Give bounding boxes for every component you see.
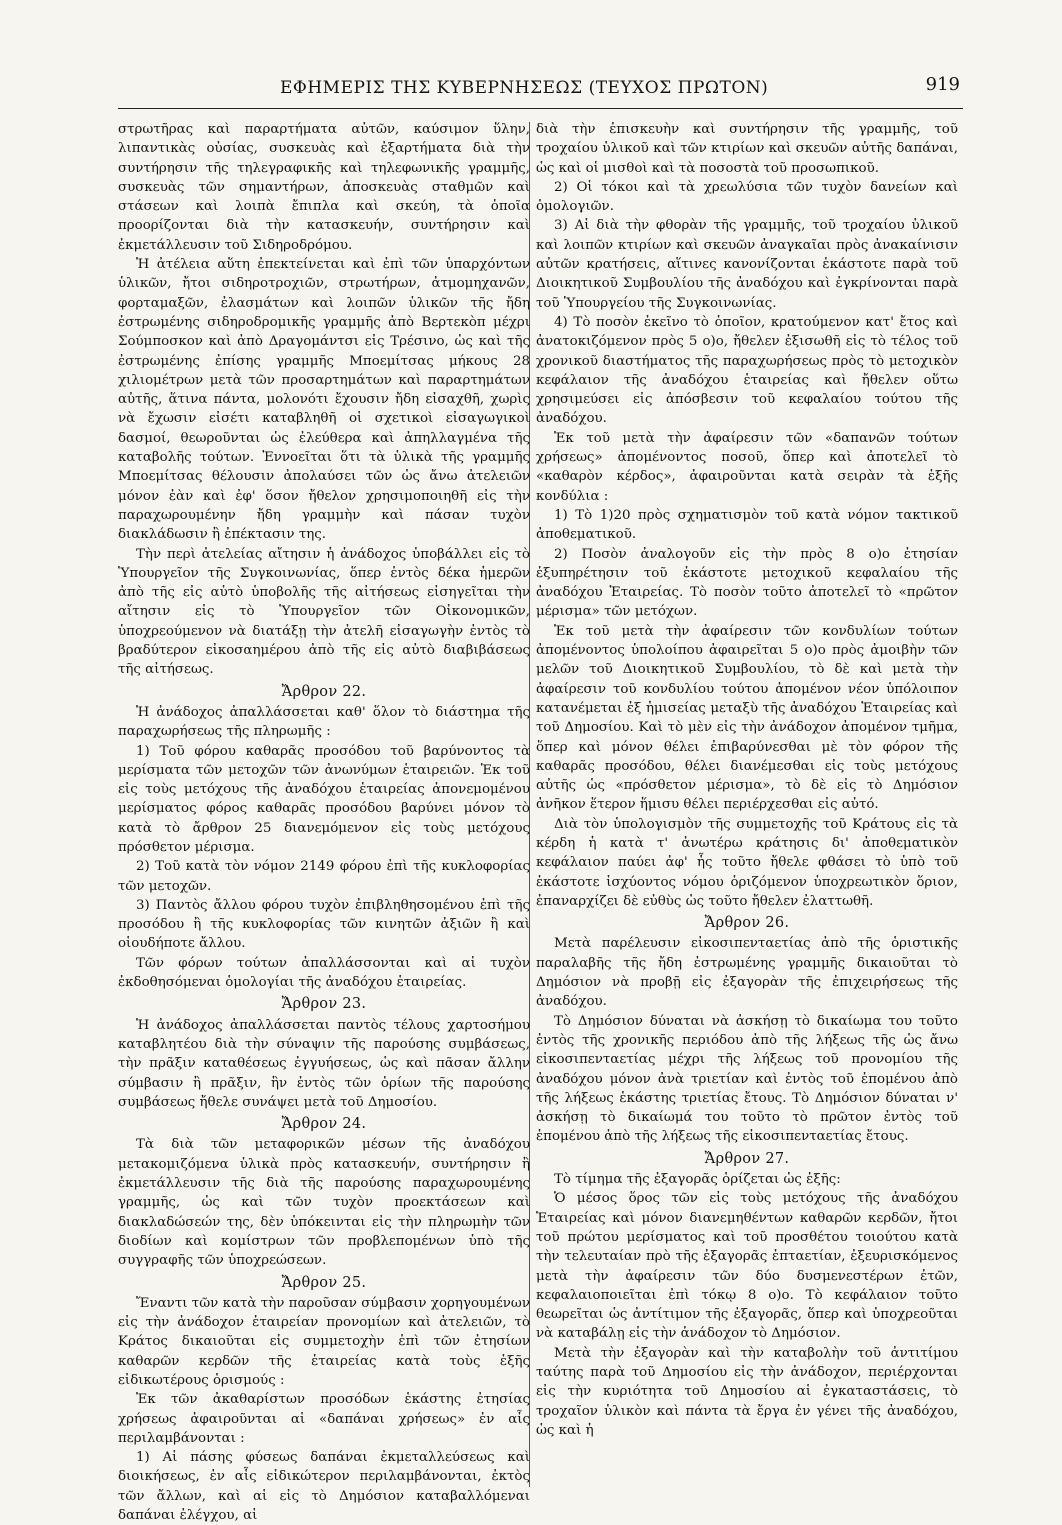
paragraph: Ἐκ τοῦ μετὰ τὴν ἀφαίρεσιν τῶν κονδυλίων τούτων ἀπομένοντος ὑπολοίπου ἀφαιρεῖται 5 ο)ο πρὸς ἀμοιβὴν τῶν μελῶν τοῦ Διοικητικοῦ Συμβουλίου, τὸ δὲ καὶ μετὰ τὴν ἀφαίρεσιν τοῦ κονδυλίου τούτου ἀπομένον νέον ὑπόλοιπον κατανέμεται ἐξ ἡμισείας μεταξὺ τῆς ἀναδόχου Ἑταιρείας καὶ τοῦ Δημοσίου. Καὶ τὸ μὲν εἰς τὴν ἀνάδοχον ἀπομένον τμῆμα, ὅπερ καὶ μόνον θέλει ἐπιβαρύνεσθαι μὲ τὸν φόρον τῆς καθαρᾶς προσόδου, θέλει διανέμεσθαι εἰς τοὺς μετόχους αὐτῆς ὡς «πρόσθετον μέρισμα», τὸ δὲ εἰς τὸ Δημόσιον ἀνῆκον ἕτερον ἥμισυ θέλει περιέρχεσθαι εἰς αὐτό. — [536, 623, 958, 813]
paragraph: Ἐκ τοῦ μετὰ τὴν ἀφαίρεσιν τῶν «δαπανῶν τούτων χρήσεως» ἀπομένοντος ποσοῦ, ὅπερ καὶ ἀποτελεῖ τὸ «καθαρὸν κέρδος», ἀφαιροῦνται κατὰ σειρὰν τὰ ἑξῆς κονδύλια : — [536, 430, 958, 504]
article-heading-22: Ἄρθρον 22. — [281, 683, 367, 700]
article-heading-23: Ἄρθρον 23. — [281, 996, 367, 1013]
paragraph: Ἔναντι τῶν κατὰ τὴν παροῦσαν σύμβασιν χορηγουμένων εἰς τὴν ἀνάδοχον ἑταιρείαν προνομίων καὶ ἀτελειῶν, τὸ Κράτος δικαιοῦται εἰς συμμετοχὴν ἐπὶ τῶν ἐτησίων καθαρῶν κερδῶν τῆς ἑταιρείας κατὰ τοὺς ἑξῆς εἰδικωτέρους ὁρισμούς : — [118, 1295, 530, 1388]
right-column — [536, 120, 958, 1492]
paragraph: Ἐκ τῶν ἀκαθαρίστων προσόδων ἑκάστης ἐτησίας χρήσεως ἀφαιροῦνται αἱ «δαπάναι χρήσεως» ἐν αἷς περιλαμβάνονται : — [118, 1392, 530, 1446]
paragraph: Μετὰ τὴν ἐξαγορὰν καὶ τὴν καταβολὴν τοῦ ἀντιτίμου ταύτης παρὰ τοῦ Δημοσίου εἰς τὴν ἀνάδοχον, περιέρχονται εἰς τὴν κυριότητα τοῦ Δημοσίου αἱ ἐγκαταστάσεις, τὸ τροχαῖον ὑλικὸν καὶ πάντα τὰ ἔργα ἐν γένει τῆς ἀναδόχου, ὡς καὶ ἡ — [536, 1345, 958, 1438]
paragraph: 1) Τὸ 1)20 πρὸς σχηματισμὸν τοῦ κατὰ νόμον τακτικοῦ ἀποθεματικοῦ. — [536, 507, 958, 543]
paragraph: 2) Οἱ τόκοι καὶ τὰ χρεωλύσια τῶν τυχὸν δανείων καὶ ὁμολογιῶν. — [536, 179, 958, 215]
paragraph: 1) Αἱ πάσης φύσεως δαπάναι ἐκμεταλλεύσεως καὶ διοικήσεως, ἐν αἷς εἰδικώτερον περιλαμβάνονται, ἐκτὸς τῶν ἄλλων, καὶ αἱ εἰς τὸ Δημόσιον καταβαλλόμεναι δαπάναι ἐλέγχου, αἱ — [118, 1450, 530, 1524]
paragraph: Ἡ ἀτέλεια αὕτη ἐπεκτείνεται καὶ ἐπὶ τῶν ὑπαρχόντων ὑλικῶν, ἤτοι σιδηροτροχιῶν, στρωτήρων, ἀτμομηχανῶν, φορταμαξῶν, ἐλασμάτων καὶ λοιπῶν ὑλικῶν τῆς ἤδη ἐστρωμένης σιδηροδρομικῆς γραμμῆς ἀπὸ Βερτεκὸπ μέχρι Σούμποσκον καὶ ἀπὸ Δραγομάντσι εἰς Τρέσινο, ὡς καὶ τῆς ἐστρωμένης ἐπίσης γραμμῆς Μποεμίτσας μήκους 28 χιλιομέτρων μετὰ τῶν προσαρτημάτων καὶ παραρτημάτων αὐτῆς, ἅτινα πάντα, μολονότι ἔχουσιν ἤδη εἰσαχθῆ, χωρὶς νὰ ἔχωσιν εἰσέτι καταβληθῆ οἱ σχετικοὶ εἰσαγωγικοὶ δασμοί, θεωροῦνται ὡς ἐλεύθερα καὶ ἀπηλλαγμένα τῆς καταβολῆς τούτων. Ἐννοεῖται ὅτι τὰ ὑλικὰ τῆς γραμμῆς Μποεμίτσας θέλουσιν ἀπολαύσει τῶν ὡς ἄνω ἀτελειῶν μόνον ἐὰν καὶ ἐφ' ὅσον ἤθελον χρησιμοποιηθῆ εἰς τὴν παραχωρουμένην ἤδη γραμμὴν καὶ πάσαν τυχὸν διακλάδωσιν ἢ ἐπέκτασιν της. — [118, 257, 530, 543]
paragraph: Ἡ ἀνάδοχος ἀπαλλάσσεται καθ' ὅλον τὸ διάστημα τῆς παραχωρήσεως τῆς πληρωμῆς : — [118, 704, 530, 740]
paragraph: 2) Τοῦ κατὰ τὸν νόμον 2149 φόρου ἐπὶ τῆς κυκλοφορίας τῶν μετοχῶν. — [118, 859, 530, 894]
paragraph: Ἡ ἀνάδοχος ἀπαλλάσσεται παντὸς τέλους χαρτοσήμου καταβλητέου διὰ τὴν σύναψιν τῆς παρούσης συμβάσεως, τὴν πρᾶξιν καταθέσεως ἐγγυήσεως, ὡς καὶ πᾶσαν ἄλλην σύμβασιν ἢ πρᾶξιν, ἣν ἐντὸς τῶν ὁρίων τῆς παρούσης συμβάσεως ἤθελε συνάψει μετὰ τοῦ Δημοσίου. — [118, 1017, 530, 1110]
paragraph: Μετὰ παρέλευσιν εἰκοσιπενταετίας ἀπὸ τῆς ὁριστικῆς παραλαβῆς τῆς ἤδη ἐστρωμένης γραμμῆς δικαιοῦται τὸ Δημόσιον νὰ προβῇ εἰς ἐξαγορὰν τῆς ἐπιχειρήσεως τῆς ἀναδόχου. — [536, 936, 958, 1010]
paragraph: 1) Τοῦ φόρου καθαρᾶς προσόδου τοῦ βαρύνοντος τὰ μερίσματα τῶν μετοχῶν τῶν ἀνωνύμων ἑταιρειῶν. Ἐκ τοῦ εἰς τοὺς μετόχους τῆς ἀναδόχου ἑταιρείας ἀπονεμομένου μερίσματος φόρος καθαρᾶς προσόδου βαρύνει μόνον τὸ κατὰ τὸ ἄρθρον 25 διανεμόμενον εἰς τοὺς μετόχους πρόσθετον μέρισμα. — [118, 743, 530, 855]
paragraph: 4) Τὸ ποσὸν ἐκεῖνο τὸ ὁποῖον, κρατούμενον κατ' ἔτος καὶ ἀνατοκιζόμενον πρὸς 5 ο)ο, ἤθελεν ἐξισωθῆ εἰς τὸ τέλος τοῦ χρονικοῦ διαστήματος τῆς παραχωρήσεως πρὸς τὸ μετοχικὸν κεφάλαιον τῆς ἀναδόχου ἑταιρείας καὶ ἤθελεν οὕτω χρησιμεύσει εἰς ἀπόσβεσιν τοῦ κεφαλαίου τούτου τῆς ἀναδόχου. — [536, 314, 958, 427]
publication-title: ΕΦΗΜΕΡΙΣ ΤΗΣ ΚΥΒΕΡΝΗΣΕΩΣ (ΤΕΥΧΟΣ ΠΡΩΤΟΝ) — [280, 78, 769, 98]
left-column — [118, 120, 530, 1524]
paragraph: 3) Αἱ διὰ τὴν φθορὰν τῆς γραμμῆς, τοῦ τροχαίου ὑλικοῦ καὶ λοιπῶν κτιρίων καὶ σκευῶν ἀναγκαῖαι πρὸς ἀνακαίνισιν αὐτῶν κρατήσεις, αἵτινες κανονίζονται ἑκάστοτε παρὰ τοῦ Διοικητικοῦ Συμβουλίου τῆς ἀναδόχου καὶ ἐγκρίνονται παρὰ τοῦ Ὑπουργείου τῆς Συγκοινωνίας. — [536, 218, 958, 311]
paragraph: Ὁ μέσος ὅρος τῶν εἰς τοὺς μετόχους τῆς ἀναδόχου Ἑταιρείας καὶ μόνον διανεμηθέντων καθαρῶν κερδῶν, ἤτοι τοῦ πρώτου μερίσματος καὶ τοῦ προσθέτου τοιούτου κατὰ τὴν τελευταίαν πρὸ τῆς ἐξαγορᾶς ἑπταετίαν, ἐξευρισκόμενος μετὰ τὴν ἀφαίρεσιν τῶν δύο δυσμενεστέρων ἐτῶν, κεφαλαιοποιεῖται ἐπὶ τόκῳ 8 ο)ο. Τὸ κεφάλαιον τοῦτο θεωρεῖται ὡς ἀντίτιμον τῆς ἐξαγορᾶς, ὅπερ καὶ ὑποχρεοῦται νὰ καταβάλῃ εἰς τὴν ἀνάδοχον τὸ Δημόσιον. — [536, 1191, 958, 1342]
header-rule — [118, 108, 963, 109]
article-heading-27: Ἄρθρον 27. — [704, 1150, 790, 1167]
article-heading-26: Ἄρθρον 26. — [704, 915, 790, 932]
article-heading-24: Ἄρθρον 24. — [281, 1116, 367, 1133]
article-heading-25: Ἄρθρον 25. — [281, 1274, 367, 1291]
paragraph: Τὰ διὰ τῶν μεταφορικῶν μέσων τῆς ἀναδόχου μετακομιζόμενα ὑλικὰ πρὸς κατασκευήν, συντήρησιν ἢ ἐκμετάλλευσιν τῆς διὰ τῆς παρούσης παραχωρουμένης γραμμῆς, ὡς καὶ τῶν τυχὸν προεκτάσεων καὶ διακλαδώσεών της, δὲν ὑπόκεινται εἰς τὴν πληρωμὴν τῶν διοδίων καὶ κομίστρων τῶν προβλεπομένων ὑπὸ τῆς συγγραφῆς τῶν ὑποχρεώσεων. — [118, 1137, 530, 1269]
paragraph: Τὸ τίμημα τῆς ἐξαγορᾶς ὁρίζεται ὡς ἑξῆς: — [554, 1172, 841, 1188]
paragraph: 3) Παντὸς ἄλλου φόρου τυχὸν ἐπιβληθησομένου ἐπὶ τῆς προσόδου ἢ τῆς κυκλοφορίας τῶν κινητῶν ἀξιῶν ἢ καὶ οἱουδήποτε ἄλλου. — [118, 897, 530, 952]
paragraph: στρωτῆρας καὶ παραρτήματα αὐτῶν, καύσιμον ὕλην, λιπαντικὰς οὐσίας, συσκευὰς καὶ ἐξαρτήματα διὰ τὴν συντήρησιν τῆς τηλεγραφικῆς καὶ τηλεφωνικῆς γραμμῆς, συσκευὰς τῶν σημαντήρων, ἀποσκευὰς σταθμῶν καὶ στάσεων καὶ λοιπὰ ἔπιπλα καὶ σκεύη, τὰ ὁποῖα προορίζονται διὰ τὴν κατασκευήν, συντήρησιν καὶ ἐκμετάλλευσιν τοῦ Σιδηροδρόμου. — [118, 122, 530, 253]
page-number: 919 — [925, 74, 960, 95]
paragraph: Τὸ Δημόσιον δύναται νὰ ἀσκήσῃ τὸ δικαίωμα του τοῦτο ἐντὸς τῆς χρονικῆς περιόδου ἀπὸ τῆς λήξεως τῆς ὡς ἄνω εἰκοσιπενταετίας μέχρι τῆς λήξεως τοῦ προνομίου τῆς ἀναδόχου μόνον ἀνὰ τριετίαν καὶ ἐντὸς τοῦ ἑπομένου ἀπὸ τῆς λήξεως ἑκάστης τριετίας ἔτους. Τὸ Δημόσιον δύναται ν' ἀσκήσῃ τὸ δικαίωμά του τοῦτο τὸ πρῶτον ἐντὸς τοῦ ἑπομένου ἀπὸ τῆς λήξεως τῆς εἰκοσιπενταετίας ἔτους. — [536, 1013, 958, 1145]
page-header — [120, 74, 960, 106]
paragraph: Τὴν περὶ ἀτελείας αἴτησιν ἡ ἀνάδοχος ὑποβάλλει εἰς τὸ Ὑπουργεῖον τῆς Συγκοινωνίας, ὅπερ ἐντὸς δέκα ἡμερῶν ἀπὸ τῆς εἰς αὐτὸ ὑποβολῆς τῆς αἰτήσεως εἰσηγεῖται τὴν αἴτησιν εἰς τὸ Ὑπουργεῖον τῶν Οἰκονομικῶν, ὑποχρεούμενον νὰ διατάξῃ τὴν ἀτελῆ εἰσαγωγὴν ἐντὸς τὸ βραδύτερον εἰκοσαημέρου ἀπὸ τῆς εἰς αὐτὸ διαβιβάσεως τῆς αἰτήσεως. — [118, 546, 530, 678]
paragraph: διὰ τὴν ἐπισκευὴν καὶ συντήρησιν τῆς γραμμῆς, τοῦ τροχαίου ὑλικοῦ καὶ τῶν κτιρίων καὶ σκευῶν αὐτῆς δαπάναι, ὡς καὶ οἱ μισθοὶ καὶ τὰ ποσοστὰ τοῦ προσωπικοῦ. — [536, 122, 958, 176]
paragraph: Τῶν φόρων τούτων ἀπαλλάσσονται καὶ αἱ τυχὸν ἐκδοθησόμεναι ὁμολογίαι τῆς ἀναδόχου ἑταιρείας. — [118, 955, 530, 991]
paragraph: 2) Ποσὸν ἀναλογοῦν εἰς τὴν πρὸς 8 ο)ο ἐτησίαν ἐξυπηρέτησιν τοῦ ἑκάστοτε μετοχικοῦ κεφαλαίου τῆς ἀναδόχου Ἑταιρείας. Τὸ ποσὸν τοῦτο ἀποτελεῖ τὸ «πρῶτον μέρισμα» τῶν μετόχων. — [536, 546, 958, 620]
paragraph: Διὰ τὸν ὑπολογισμὸν τῆς συμμετοχῆς τοῦ Κράτους εἰς τὰ κέρδη ἡ κατὰ τ' ἀνωτέρω κράτησις δι' ἀποθεματικὸν κεφάλαιον παύει ἀφ' ἧς τοῦτο ἤθελε φθάσει τὸ ὑπὸ τοῦ ἑκάστοτε ἰσχύοντος νόμου ὁριζόμενον ὑποχρεωτικὸν ὅριον, ἐπαναρχίζει δὲ εὐθὺς ὡς τοῦτο ἤθελεν ἐλαττωθῆ. — [536, 816, 958, 909]
